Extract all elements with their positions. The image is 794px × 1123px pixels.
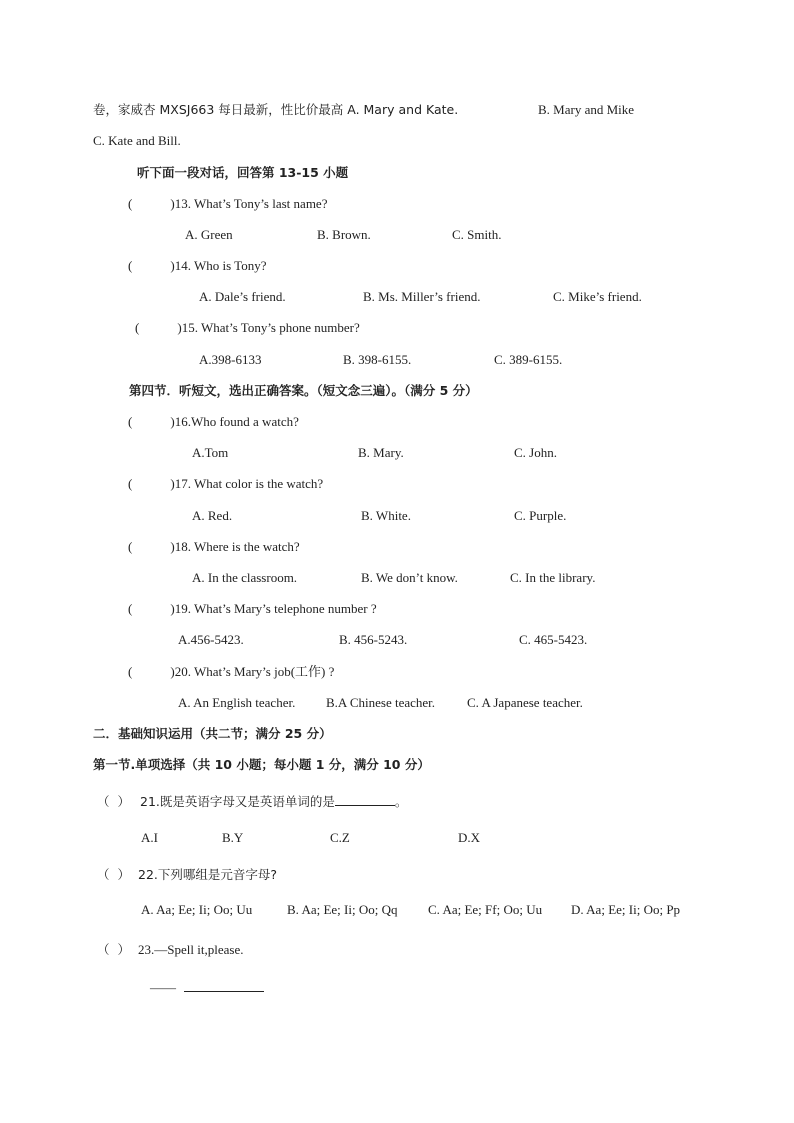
q15-option-a: A.398-6133 <box>199 352 262 367</box>
answer-paren-close: ) <box>170 258 175 273</box>
answer-paren-open: ( <box>128 476 133 491</box>
q15-option-b: B. 398-6155. <box>343 352 412 367</box>
answer-paren-open: ( <box>128 414 133 429</box>
q18-option-a: A. In the classroom. <box>192 570 298 585</box>
q16-option-c: C. John. <box>514 445 557 460</box>
answer-paren-close: ) <box>177 320 182 335</box>
part-2-header: 二．基础知识运用（共二节；满分 25 分） <box>93 726 332 741</box>
answer-paren-open: ( <box>128 664 133 679</box>
q16-option-a: A.Tom <box>192 445 229 460</box>
intro-text: 卷，家威杏 MXSJ663 每日最新，性比价最高 A. Mary and Kate. <box>93 102 459 117</box>
question-stem: 18. Where is the watch? <box>174 539 300 554</box>
question-stem: 16.Who found a watch? <box>174 414 299 429</box>
q14-option-c: C. Mike’s friend. <box>553 289 642 304</box>
q21-option-c: C.Z <box>330 830 350 845</box>
q13-option-c: C. Smith. <box>452 227 502 242</box>
reply-dash: —— <box>150 980 176 995</box>
q20-option-a: A. An English teacher. <box>178 695 296 710</box>
q17-option-c: C. Purple. <box>514 508 567 523</box>
question-20 <box>128 664 334 680</box>
question-13 <box>128 196 327 212</box>
answer-paren-close: ) <box>170 476 175 491</box>
question-19 <box>128 601 377 617</box>
q16-option-b: B. Mary. <box>358 445 404 460</box>
section-4-header: 第四节．听短文，选出正确答案。（短文念三遍）。（满分 5 分） <box>129 383 478 398</box>
question-14 <box>128 258 266 274</box>
answer-paren-close: ) <box>170 664 175 679</box>
question-stem: 19. What’s Mary’s telephone number ? <box>174 601 377 616</box>
question-18 <box>128 539 300 555</box>
intro-option-c: C. Kate and Bill. <box>93 133 181 148</box>
q14-option-b: B. Ms. Miller’s friend. <box>363 289 481 304</box>
q19-option-b: B. 456-5243. <box>339 632 408 647</box>
answer-paren-close: ) <box>170 539 175 554</box>
q13-option-a: A. Green <box>185 227 233 242</box>
q22-option-a: A. Aa; Ee; Ii; Oo; Uu <box>141 902 253 917</box>
intro-line <box>93 102 458 118</box>
q13-option-b: B. Brown. <box>317 227 371 242</box>
question-stem: 13. What’s Tony’s last name? <box>174 196 328 211</box>
question-23 <box>97 942 243 958</box>
q18-option-b: B. We don’t know. <box>361 570 458 585</box>
question-stem: 15. What’s Tony’s phone number? <box>181 320 360 335</box>
q21-option-d: D.X <box>458 830 481 845</box>
q21-option-b: B.Y <box>222 830 244 845</box>
question-21 <box>97 792 407 810</box>
q20-option-b: B.A Chinese teacher. <box>326 695 436 710</box>
answer-paren-open: （ <box>97 867 110 882</box>
question-end: 。 <box>394 794 408 809</box>
answer-paren-open: ( <box>128 539 133 554</box>
answer-paren-open: ( <box>128 601 133 616</box>
q22-option-d: D. Aa; Ee; Ii; Oo; Pp <box>571 902 681 917</box>
question-stem: 22.下列哪组是元音字母? <box>138 867 278 882</box>
answer-paren-open: （ <box>97 942 110 957</box>
q21-option-a: A.I <box>141 830 158 845</box>
q22-option-c: C. Aa; Ee; Ff; Oo; Uu <box>428 902 543 917</box>
question-15 <box>135 320 360 336</box>
question-17 <box>128 476 323 492</box>
q14-option-a: A. Dale’s friend. <box>199 289 286 304</box>
q20-option-c: C. A Japanese teacher. <box>467 695 583 710</box>
fill-blank[interactable] <box>184 978 264 992</box>
question-stem: 14. Who is Tony? <box>174 258 267 273</box>
part-2-section-1-header: 第一节.单项选择（共 10 小题；每小题 1 分，满分 10 分） <box>93 757 430 772</box>
answer-paren-close: ） <box>117 942 131 957</box>
question-stem: 21.既是英语字母又是英语单词的是 <box>140 794 335 809</box>
answer-paren-close: ) <box>170 414 175 429</box>
q19-option-c: C. 465-5423. <box>519 632 588 647</box>
answer-paren-open: ( <box>128 258 133 273</box>
fill-blank[interactable] <box>335 792 395 806</box>
intro-option-b: B. Mary and Mike <box>538 102 635 117</box>
answer-paren-close: ） <box>117 794 131 809</box>
q17-option-b: B. White. <box>361 508 411 523</box>
q15-option-c: C. 389-6155. <box>494 352 563 367</box>
q23-answer-line <box>150 978 264 996</box>
question-22 <box>97 867 277 883</box>
answer-paren-open: ( <box>135 320 140 335</box>
answer-paren-close: ) <box>170 601 175 616</box>
answer-paren-open: ( <box>128 196 133 211</box>
question-16 <box>128 414 299 430</box>
q18-option-c: C. In the library. <box>510 570 596 585</box>
q22-option-b: B. Aa; Ee; Ii; Oo; Qq <box>287 902 398 917</box>
answer-paren-open: （ <box>97 794 110 809</box>
section-13-15-header: 听下面一段对话，回答第 13-15 小题 <box>137 165 349 180</box>
q17-option-a: A. Red. <box>192 508 233 523</box>
answer-paren-close: ） <box>117 867 131 882</box>
question-stem: 17. What color is the watch? <box>174 476 324 491</box>
question-stem: 20. What’s Mary’s job(工作) ? <box>174 664 335 679</box>
q19-option-a: A.456-5423. <box>178 632 244 647</box>
question-stem: 23.—Spell it,please. <box>138 942 244 957</box>
answer-paren-close: ) <box>170 196 175 211</box>
